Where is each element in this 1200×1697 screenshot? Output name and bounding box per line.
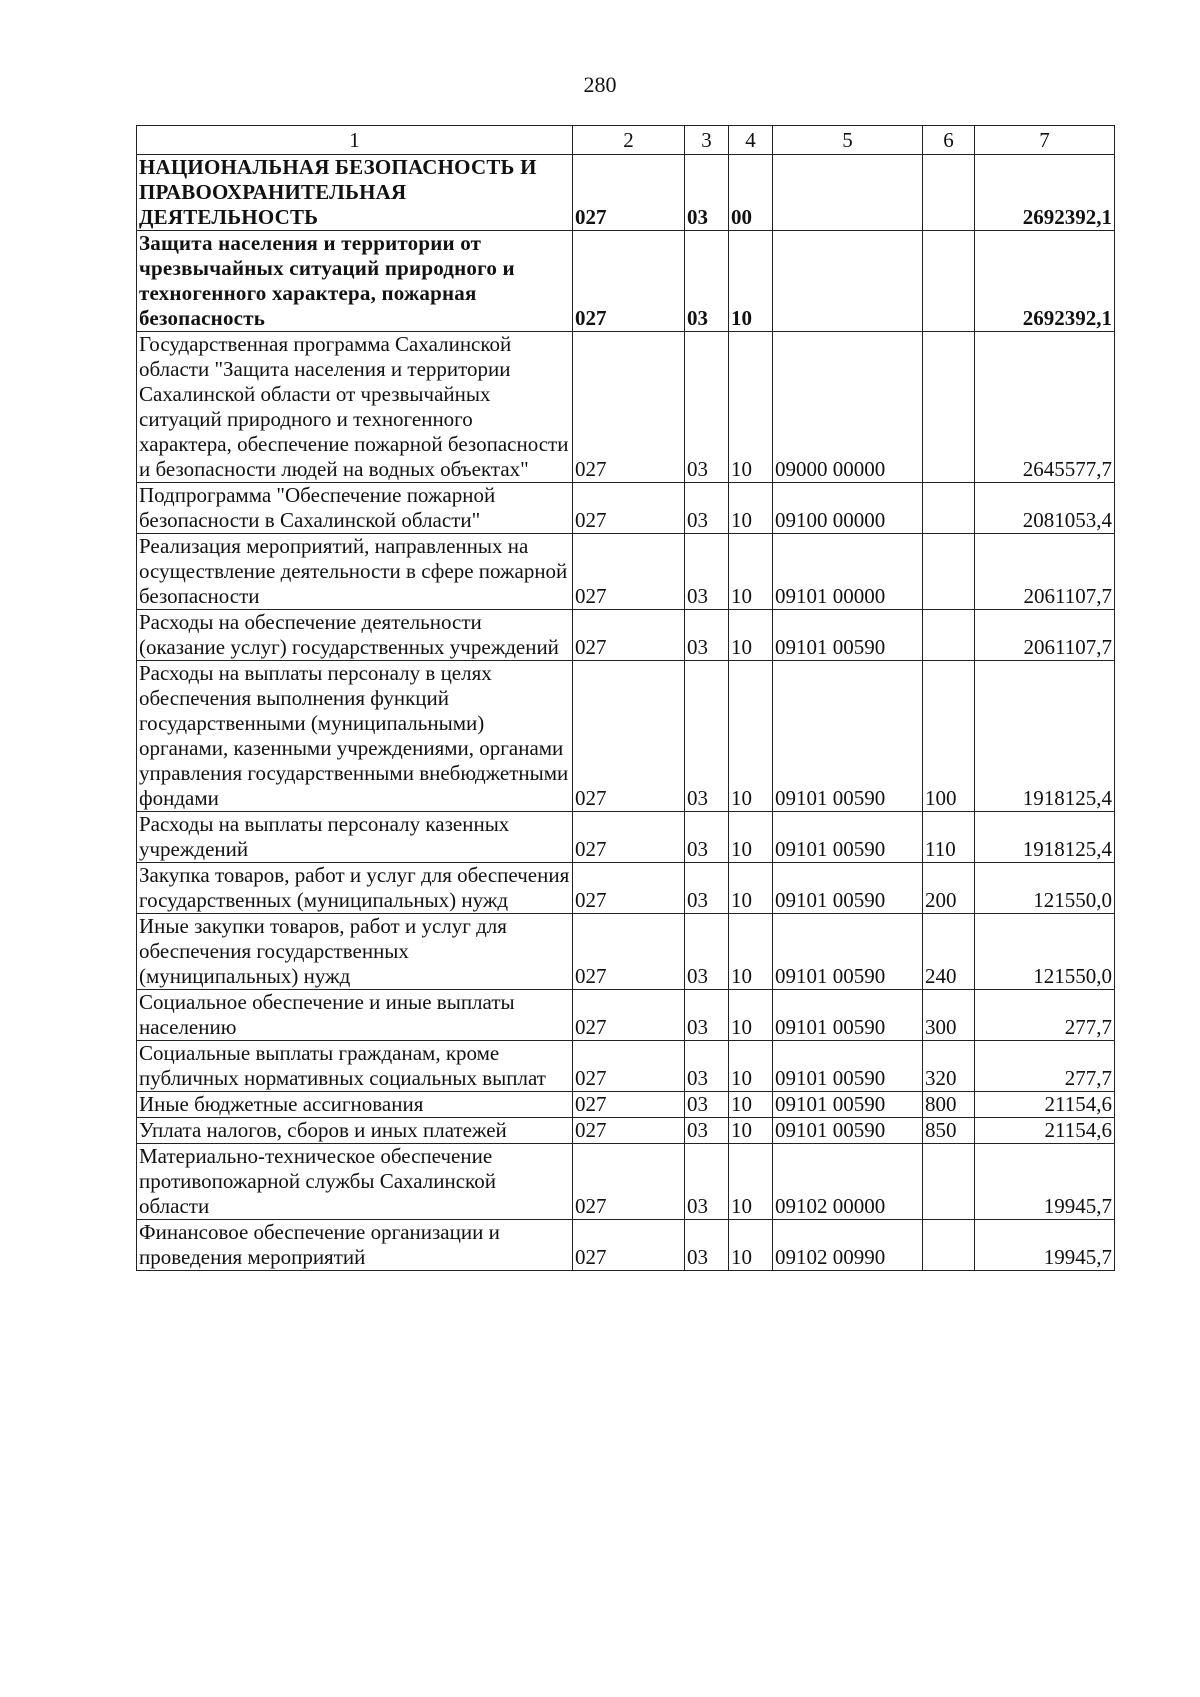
- row-target-article-cell: 09101 00590: [773, 812, 923, 863]
- row-section-cell: 03: [685, 610, 729, 661]
- table-row: [137, 534, 1115, 610]
- table-row: [137, 231, 1115, 332]
- row-expense-type-cell: [923, 231, 975, 332]
- row-expense-type-cell: [923, 610, 975, 661]
- row-name-cell: Иные бюджетные ассигнования: [137, 1092, 573, 1118]
- row-target-article-cell: 09101 00590: [773, 610, 923, 661]
- row-section-cell: 03: [685, 1092, 729, 1118]
- row-expense-type-cell: [923, 332, 975, 483]
- row-section-cell: 03: [685, 332, 729, 483]
- row-section-cell: 03: [685, 812, 729, 863]
- row-amount-cell: 1918125,4: [975, 661, 1115, 812]
- row-expense-type-cell: 320: [923, 1041, 975, 1092]
- table-row: [137, 483, 1115, 534]
- row-section-cell: 03: [685, 483, 729, 534]
- table-row: [137, 1118, 1115, 1144]
- row-section-cell: 03: [685, 1144, 729, 1220]
- row-name-cell: Реализация мероприятий, направленных на осуществление деятельности в сфере пожарной безопасности: [137, 534, 573, 610]
- row-amount-cell: 2061107,7: [975, 610, 1115, 661]
- row-target-article-cell: 09100 00000: [773, 483, 923, 534]
- row-amount-cell: 277,7: [975, 1041, 1115, 1092]
- row-code-cell: 027: [573, 914, 685, 990]
- table-row: [137, 812, 1115, 863]
- table-row: [137, 914, 1115, 990]
- row-subsection-cell: 10: [729, 812, 773, 863]
- table-row: [137, 332, 1115, 483]
- header-cell: 5: [773, 126, 923, 155]
- row-subsection-cell: 10: [729, 1144, 773, 1220]
- row-code-cell: 027: [573, 661, 685, 812]
- row-name-cell: Материально-техническое обеспечение противопожарной службы Сахалинской области: [137, 1144, 573, 1220]
- row-subsection-cell: 10: [729, 534, 773, 610]
- header-cell: 2: [573, 126, 685, 155]
- row-code-cell: 027: [573, 863, 685, 914]
- row-subsection-cell: 10: [729, 483, 773, 534]
- row-subsection-cell: 10: [729, 661, 773, 812]
- row-subsection-cell: 10: [729, 610, 773, 661]
- table-row: [137, 863, 1115, 914]
- row-code-cell: 027: [573, 990, 685, 1041]
- row-code-cell: 027: [573, 1041, 685, 1092]
- row-code-cell: 027: [573, 534, 685, 610]
- row-section-cell: 03: [685, 1118, 729, 1144]
- row-target-article-cell: 09101 00590: [773, 990, 923, 1041]
- row-amount-cell: 121550,0: [975, 863, 1115, 914]
- row-expense-type-cell: [923, 155, 975, 231]
- row-target-article-cell: 09101 00590: [773, 914, 923, 990]
- row-subsection-cell: 10: [729, 1220, 773, 1271]
- row-section-cell: 03: [685, 661, 729, 812]
- row-expense-type-cell: 800: [923, 1092, 975, 1118]
- row-expense-type-cell: 200: [923, 863, 975, 914]
- row-amount-cell: 19945,7: [975, 1220, 1115, 1271]
- row-code-cell: 027: [573, 1118, 685, 1144]
- row-subsection-cell: 10: [729, 231, 773, 332]
- row-amount-cell: 19945,7: [975, 1144, 1115, 1220]
- header-cell: 3: [685, 126, 729, 155]
- row-name-cell: Иные закупки товаров, работ и услуг для обеспечения государственных (муниципальных) нужд: [137, 914, 573, 990]
- table-row: [137, 1041, 1115, 1092]
- row-subsection-cell: 10: [729, 863, 773, 914]
- row-amount-cell: 2061107,7: [975, 534, 1115, 610]
- row-name-cell: НАЦИОНАЛЬНАЯ БЕЗОПАСНОСТЬ И ПРАВООХРАНИТЕЛЬНАЯ ДЕЯТЕЛЬНОСТЬ: [137, 155, 573, 231]
- row-name-cell: Закупка товаров, работ и услуг для обеспечения государственных (муниципальных) нужд: [137, 863, 573, 914]
- row-expense-type-cell: 110: [923, 812, 975, 863]
- table-row: [137, 1220, 1115, 1271]
- row-target-article-cell: [773, 155, 923, 231]
- row-name-cell: Подпрограмма "Обеспечение пожарной безопасности в Сахалинской области": [137, 483, 573, 534]
- row-expense-type-cell: 240: [923, 914, 975, 990]
- row-subsection-cell: 10: [729, 990, 773, 1041]
- row-name-cell: Социальное обеспечение и иные выплаты населению: [137, 990, 573, 1041]
- row-expense-type-cell: [923, 1144, 975, 1220]
- table-row: [137, 155, 1115, 231]
- table-row: [137, 990, 1115, 1041]
- row-code-cell: 027: [573, 155, 685, 231]
- row-target-article-cell: 09101 00590: [773, 661, 923, 812]
- row-target-article-cell: 09101 00590: [773, 863, 923, 914]
- table-row: [137, 1144, 1115, 1220]
- row-name-cell: Расходы на выплаты персоналу казенных учреждений: [137, 812, 573, 863]
- row-amount-cell: 2081053,4: [975, 483, 1115, 534]
- row-amount-cell: 21154,6: [975, 1092, 1115, 1118]
- row-amount-cell: 121550,0: [975, 914, 1115, 990]
- row-section-cell: 03: [685, 990, 729, 1041]
- row-code-cell: 027: [573, 332, 685, 483]
- row-name-cell: Социальные выплаты гражданам, кроме публичных нормативных социальных выплат: [137, 1041, 573, 1092]
- row-code-cell: 027: [573, 610, 685, 661]
- row-target-article-cell: 09000 00000: [773, 332, 923, 483]
- row-expense-type-cell: 850: [923, 1118, 975, 1144]
- header-cell: 6: [923, 126, 975, 155]
- row-amount-cell: 2692392,1: [975, 231, 1115, 332]
- row-amount-cell: 277,7: [975, 990, 1115, 1041]
- row-amount-cell: 2692392,1: [975, 155, 1115, 231]
- row-code-cell: 027: [573, 483, 685, 534]
- row-amount-cell: 21154,6: [975, 1118, 1115, 1144]
- row-section-cell: 03: [685, 863, 729, 914]
- row-code-cell: 027: [573, 231, 685, 332]
- row-code-cell: 027: [573, 812, 685, 863]
- row-expense-type-cell: 300: [923, 990, 975, 1041]
- row-code-cell: 027: [573, 1092, 685, 1118]
- table-row: [137, 1092, 1115, 1118]
- row-target-article-cell: 09102 00000: [773, 1144, 923, 1220]
- page-number: 280: [583, 72, 617, 97]
- row-name-cell: Финансовое обеспечение организации и проведения мероприятий: [137, 1220, 573, 1271]
- header-cell: 4: [729, 126, 773, 155]
- row-code-cell: 027: [573, 1220, 685, 1271]
- row-expense-type-cell: 100: [923, 661, 975, 812]
- row-section-cell: 03: [685, 1041, 729, 1092]
- row-target-article-cell: [773, 231, 923, 332]
- row-target-article-cell: 09101 00590: [773, 1092, 923, 1118]
- row-section-cell: 03: [685, 914, 729, 990]
- row-section-cell: 03: [685, 534, 729, 610]
- row-subsection-cell: 00: [729, 155, 773, 231]
- row-target-article-cell: 09101 00000: [773, 534, 923, 610]
- row-subsection-cell: 10: [729, 332, 773, 483]
- row-subsection-cell: 10: [729, 1118, 773, 1144]
- table-row: [137, 610, 1115, 661]
- row-subsection-cell: 10: [729, 914, 773, 990]
- row-amount-cell: 1918125,4: [975, 812, 1115, 863]
- row-target-article-cell: 09102 00990: [773, 1220, 923, 1271]
- row-name-cell: Государственная программа Сахалинской области "Защита населения и территории Сахалинской области от чрезвычайных ситуаций природного и техногенного характера, обеспечение пожарной безопасности и безопасности людей на водных объектах": [137, 332, 573, 483]
- header-cell: 1: [137, 126, 573, 155]
- row-name-cell: Защита населения и территории от чрезвычайных ситуаций природного и техногенного характера, пожарная безопасность: [137, 231, 573, 332]
- header-row: [137, 126, 1115, 155]
- header-cell: 7: [975, 126, 1115, 155]
- row-target-article-cell: 09101 00590: [773, 1118, 923, 1144]
- row-section-cell: 03: [685, 1220, 729, 1271]
- budget-table: [136, 125, 1115, 1271]
- row-expense-type-cell: [923, 534, 975, 610]
- row-expense-type-cell: [923, 483, 975, 534]
- row-name-cell: Расходы на обеспечение деятельности (оказание услуг) государственных учреждений: [137, 610, 573, 661]
- row-subsection-cell: 10: [729, 1041, 773, 1092]
- row-name-cell: Расходы на выплаты персоналу в целях обеспечения выполнения функций государственными (муниципальными) органами, казенными учреждениями, органами управления государственными внебюджетными фондами: [137, 661, 573, 812]
- row-name-cell: Уплата налогов, сборов и иных платежей: [137, 1118, 573, 1144]
- row-section-cell: 03: [685, 155, 729, 231]
- table-row: [137, 661, 1115, 812]
- row-subsection-cell: 10: [729, 1092, 773, 1118]
- row-target-article-cell: 09101 00590: [773, 1041, 923, 1092]
- row-expense-type-cell: [923, 1220, 975, 1271]
- row-section-cell: 03: [685, 231, 729, 332]
- row-amount-cell: 2645577,7: [975, 332, 1115, 483]
- row-code-cell: 027: [573, 1144, 685, 1220]
